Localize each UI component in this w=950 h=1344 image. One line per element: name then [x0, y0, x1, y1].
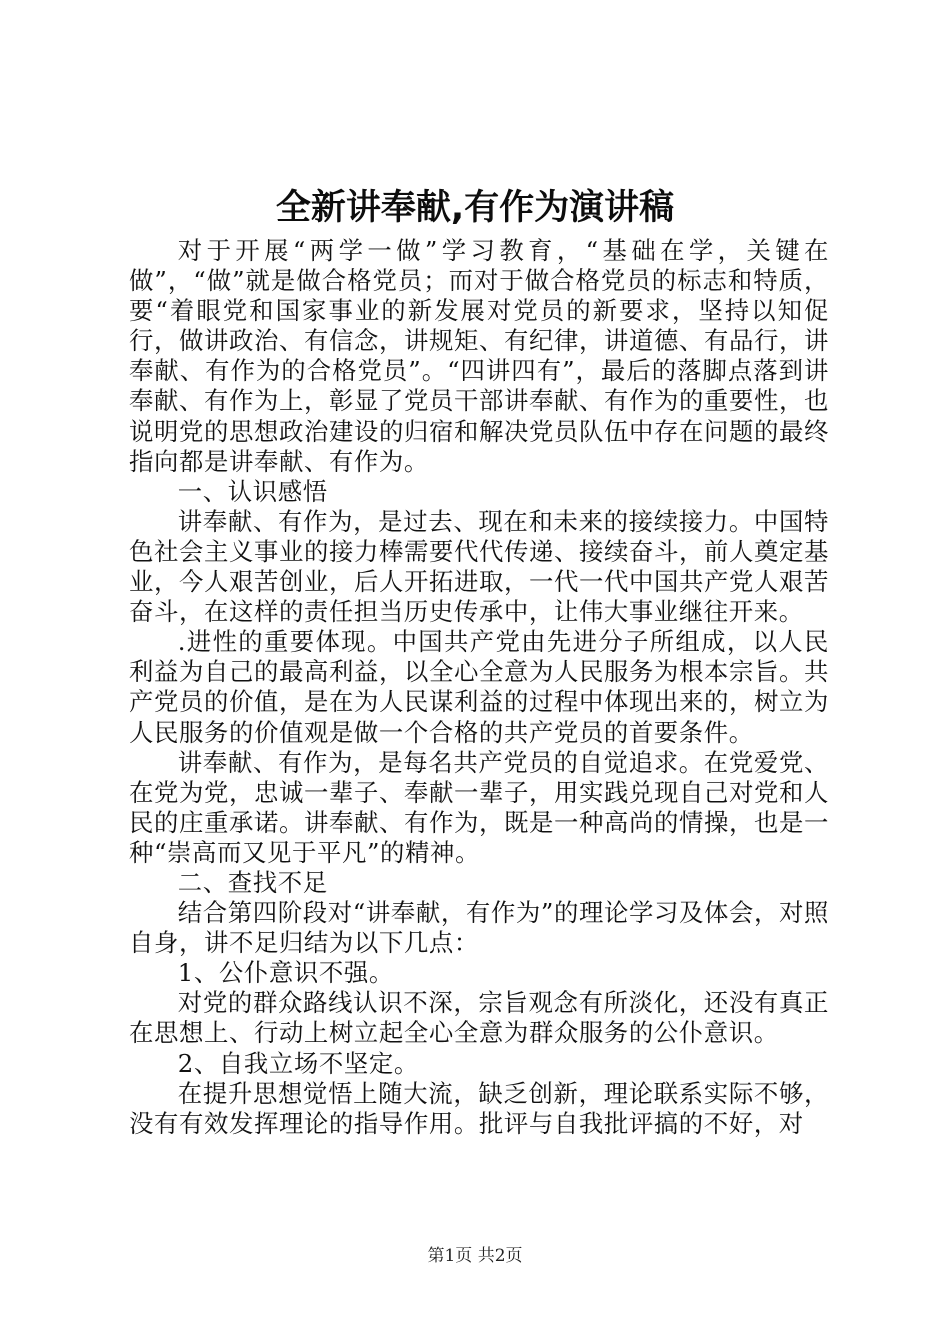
list-item-2-heading: 2、自我立场不坚定。 — [177, 1048, 419, 1078]
list-item-2-text: 在提升思想觉悟上随大流，缺乏创新，理论联系实际不够，没有有效发挥理论的指导作用。批评与自我批评搞的不好，对 — [129, 1078, 829, 1138]
document-title: 全新讲奉献,有作为演讲稿 — [275, 188, 675, 228]
section-heading-1: 一、认识感悟 — [177, 476, 328, 506]
document-body — [129, 236, 829, 1139]
page-footer: 第1页 共2页 — [427, 1246, 523, 1266]
section-heading-2: 二、查找不足 — [177, 867, 328, 897]
paragraph-self-pursuit: 讲奉献、有作为，是每名共产党员的自觉追求。在党爱党、在党为党，忠诚一辈子、奉献一辈子，用实践兑现自己对党和人民的庄重承诺。讲奉献、有作为，既是一种高尚的情操，也是一种“崇高而又见于平凡”的精神。 — [129, 747, 829, 867]
list-item-1-heading: 1、公仆意识不强。 — [177, 958, 394, 988]
paragraph-summary: 结合第四阶段对“讲奉献，有作为”的理论学习及体会，对照自身，讲不足归结为以下几点： — [129, 898, 829, 958]
paragraph-advanced-nature: .进性的重要体现。中国共产党由先进分子所组成，以人民利益为自己的最高利益，以全心全意为人民服务为根本宗旨。共产党员的价值，是在为人民谋利益的过程中体现出来的，树立为人民服务的价值观是做一个合格的共产党员的首要条件。 — [129, 627, 829, 747]
list-item-1-text: 对党的群众路线认识不深，宗旨观念有所淡化，还没有真正在思想上、行动上树立起全心全意为群众服务的公仆意识。 — [129, 988, 829, 1048]
paragraph-relay: 讲奉献、有作为，是过去、现在和未来的接续接力。中国特色社会主义事业的接力棒需要代代传递、接续奋斗，前人奠定基业，今人艰苦创业，后人开拓进取，一代一代中国共产党人艰苦奋斗，在这样的责任担当历史传承中，让伟大事业继往开来。 — [129, 506, 829, 627]
paragraph-intro: 对于开展“两学一做”学习教育，“基础在学，关键在做”，“做”就是做合格党员；而对于做合格党员的标志和特质，要“着眼党和国家事业的新发展对党员的新要求，坚持以知促行，做讲政治、有信念，讲规矩、有纪律，讲道德、有品行，讲奉献、有作为的合格党员”。“四讲四有”，最后的落脚点落到讲奉献、有作为上，彰显了党员干部讲奉献、有作为的重要性，也说明党的思想政治建设的归宿和解决党员队伍中存在问题的最终指向都是讲奉献、有作为。 — [129, 236, 829, 476]
